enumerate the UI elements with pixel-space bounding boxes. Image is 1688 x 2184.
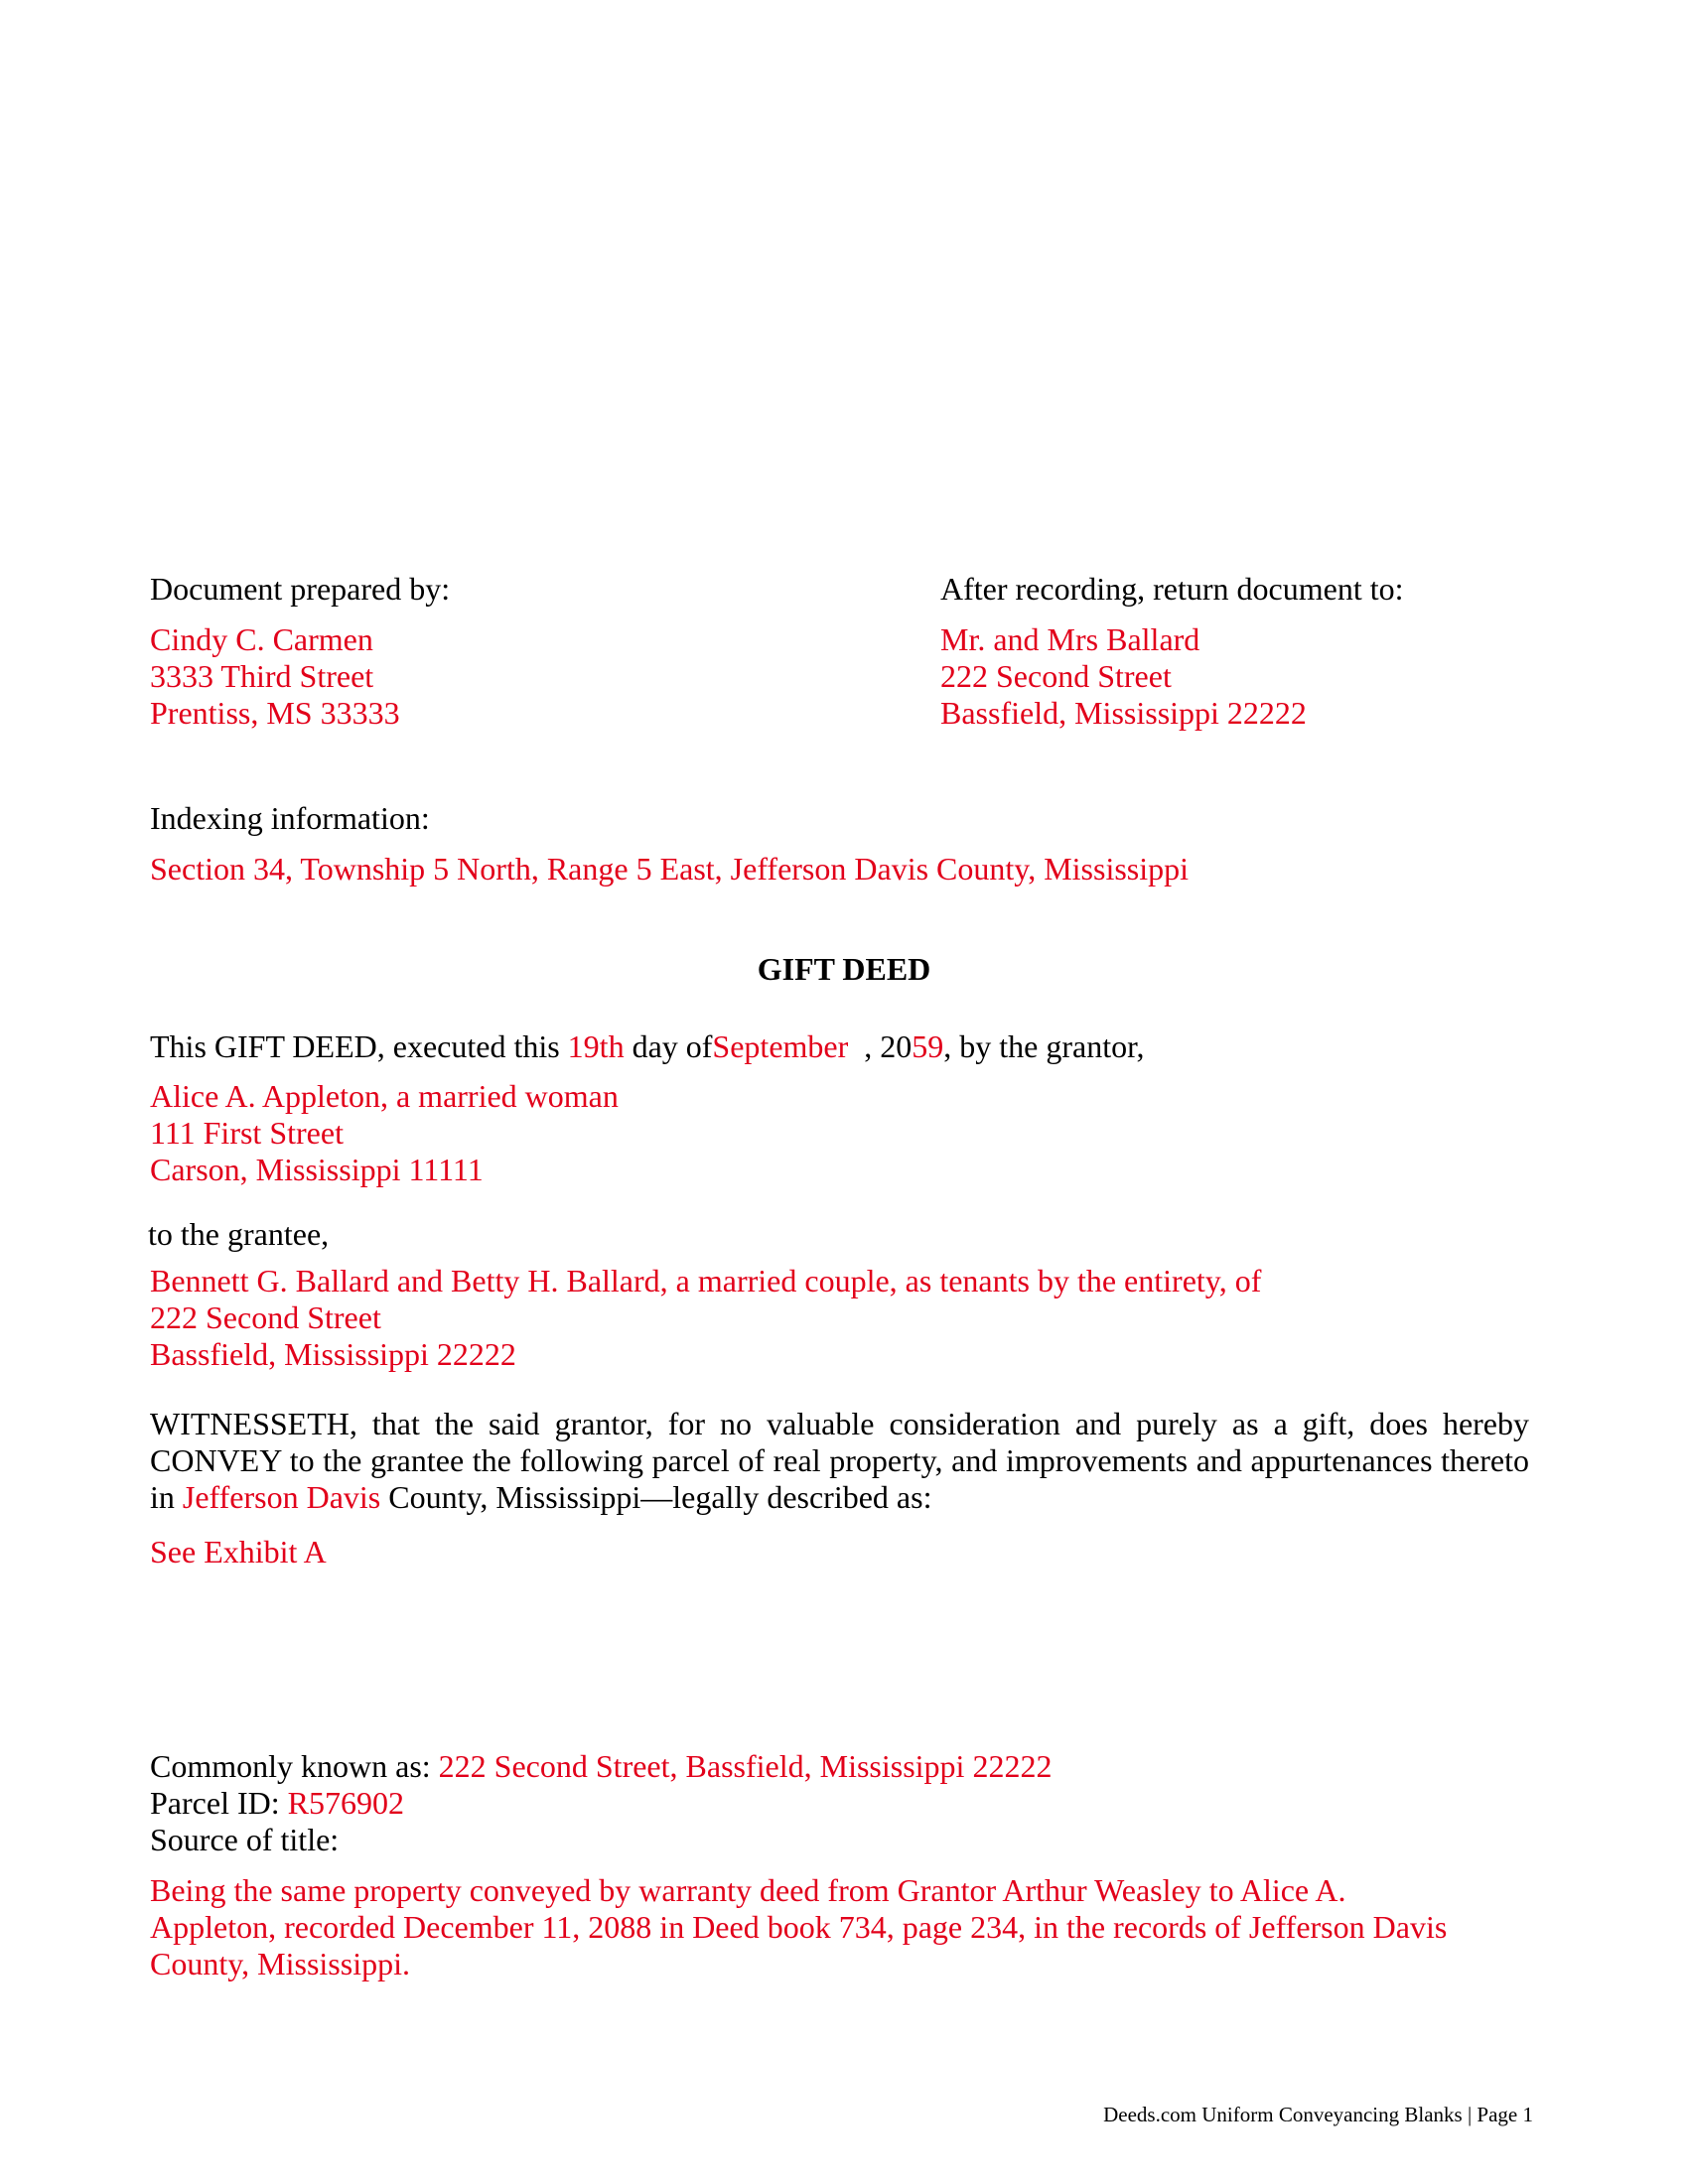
return-to-name: Mr. and Mrs Ballard [940,621,1200,657]
return-to-street: 222 Second Street [940,658,1172,694]
source-of-title-line-2: Appleton, recorded December 11, 2088 in Deed book 734, page 234, in the records of Jefferson Davis [150,1909,1448,1945]
execution-year: 59 [912,1028,944,1064]
grantor-name: Alice A. Appleton, a married woman [150,1078,619,1114]
prepared-by-name: Cindy C. Carmen [150,621,373,657]
grantee-street: 222 Second Street [150,1299,381,1335]
witnesseth-text: WITNESSETH, that the said grantor, for no valuable consideration and purely as a gift, does hereby CONVEY to the grantee the following parcel of real property, and improvements and appurtenances thereto in [150,1406,1529,1515]
commonly-known-line [150,1750,1052,1782]
witnesseth-paragraph [150,1406,1529,1516]
indexing-value: Section 34, Township 5 North, Range 5 East, Jefferson Davis County, Mississippi [150,851,1190,887]
prepared-by-city: Prentiss, MS 33333 [150,695,400,731]
grantor-city: Carson, Mississippi 11111 [150,1152,484,1187]
grantee-heading: to the grantee, [148,1216,330,1252]
intro-text-4: , by the grantor, [943,1028,1145,1064]
document-title: GIFT DEED [757,951,931,987]
page-footer: Deeds.com Uniform Conveyancing Blanks | Page 1 [1103,2103,1533,2126]
prepared-by-street: 3333 Third Street [150,658,374,694]
commonly-known-label: Commonly known as: [150,1748,431,1784]
indexing-heading: Indexing information: [150,800,430,836]
execution-day: 19th [567,1028,625,1064]
execution-month: September [712,1028,849,1064]
source-of-title-label: Source of title: [150,1822,340,1857]
return-to-heading: After recording, return document to: [940,571,1404,607]
intro-text-1: This GIFT DEED, executed this [150,1028,560,1064]
witnesseth-text-end: County, Mississippi—legally described as: [388,1479,932,1515]
county-name: Jefferson Davis [182,1479,381,1515]
prepared-by-heading: Document prepared by: [150,571,451,607]
commonly-known-value: 222 Second Street, Bassfield, Mississippi 22222 [438,1748,1053,1784]
source-of-title-line-3: County, Mississippi. [150,1946,410,1981]
grantee-city: Bassfield, Mississippi 22222 [150,1336,516,1372]
grantor-street: 111 First Street [150,1115,344,1151]
intro-line [150,1030,1144,1062]
parcel-line [150,1787,404,1819]
parcel-label: Parcel ID: [150,1785,280,1821]
intro-text-2: day of [632,1028,713,1064]
grantee-name: Bennett G. Ballard and Betty H. Ballard, a married couple, as tenants by the entirety, of [150,1263,1262,1298]
return-to-city: Bassfield, Mississippi 22222 [940,695,1307,731]
intro-text-3: , 20 [864,1028,913,1064]
parcel-id: R576902 [287,1785,404,1821]
legal-description-exhibit: See Exhibit A [150,1534,327,1570]
source-of-title-line-1: Being the same property conveyed by warranty deed from Grantor Arthur Weasley to Alice A. [150,1872,1346,1908]
